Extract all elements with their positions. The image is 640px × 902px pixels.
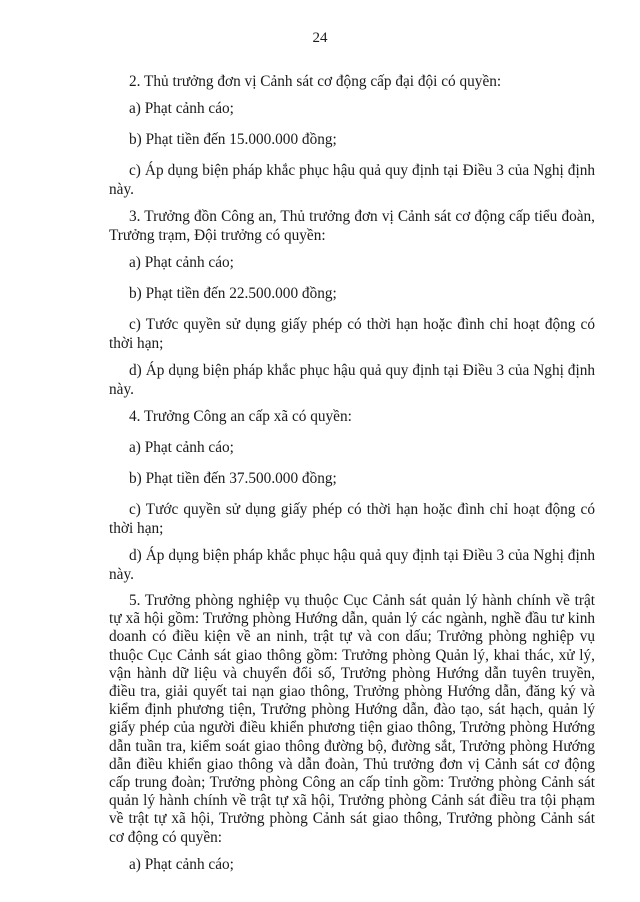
clause-4-item-a: a) Phạt cảnh cáo;: [129, 439, 234, 456]
clause-2-item-c: c) Áp dụng biện pháp khắc phục hậu quả quy định tại Điều 3 của Nghị định này.: [109, 162, 595, 198]
clause-3-heading: 3. Trưởng đồn Công an, Thủ trưởng đơn vị Cảnh sát cơ động cấp tiểu đoàn, Trưởng trạm, Đội trưởng có quyền:: [109, 208, 595, 244]
document-body: [109, 72, 595, 886]
clause-2-heading: 2. Thủ trưởng đơn vị Cảnh sát cơ động cấp đại đội có quyền:: [129, 73, 502, 90]
clause-3-item-c: c) Tước quyền sử dụng giấy phép có thời hạn hoặc đình chỉ hoạt động có thời hạn;: [109, 316, 595, 352]
page-number: 24: [312, 30, 328, 46]
clause-4-item-b: b) Phạt tiền đến 37.500.000 đồng;: [129, 470, 337, 487]
clause-3-item-a: a) Phạt cảnh cáo;: [129, 254, 234, 271]
clause-3-item-d: d) Áp dụng biện pháp khắc phục hậu quả quy định tại Điều 3 của Nghị định này.: [109, 362, 595, 398]
clause-4-item-c: c) Tước quyền sử dụng giấy phép có thời hạn hoặc đình chỉ hoạt động có thời hạn;: [109, 501, 595, 537]
clause-4-item-d: d) Áp dụng biện pháp khắc phục hậu quả quy định tại Điều 3 của Nghị định này.: [109, 547, 595, 583]
clause-5-heading: 5. Trưởng phòng nghiệp vụ thuộc Cục Cảnh sát quản lý hành chính về trật tự xã hội gồm: Trưởng phòng Hướng dẫn, quản lý các ngành, nghề đầu tư kinh doanh có điều kiện về an ninh, trật tự và con dấu; Trưởng phòng nghiệp vụ thuộc Cục Cảnh sát giao thông gồm: Trưởng phòng Quản lý, khai thác, xử lý, vận hành dữ liệu và chuyển đổi số, Trưởng phòng Hướng dẫn tuyên truyền, điều tra, giải quyết tai nạn giao thông, Trưởng phòng Hướng dẫn, đăng ký và kiểm định phương tiện, Trưởng phòng Hướng dẫn, đào tạo, sát hạch, quản lý giấy phép của người điều khiển phương tiện giao thông, Trưởng phòng Hướng dẫn tuần tra, kiểm soát giao thông đường bộ, đường sắt, Trưởng phòng Hướng dẫn điều khiển giao thông và dẫn đoàn, Thủ trưởng đơn vị Cảnh sát cơ động cấp trung đoàn; Trưởng phòng Công an cấp tỉnh gồm: Trưởng phòng Cảnh sát quản lý hành chính về trật tự xã hội, Trưởng phòng Cảnh sát điều tra tội phạm về trật tự xã hội, Trưởng phòng Cảnh sát giao thông, Trưởng phòng Cảnh sát cơ động có quyền:: [109, 592, 595, 846]
clause-2-item-b: b) Phạt tiền đến 15.000.000 đồng;: [129, 131, 337, 148]
clause-3-item-b: b) Phạt tiền đến 22.500.000 đồng;: [129, 285, 337, 302]
clause-4-heading: 4. Trưởng Công an cấp xã có quyền:: [129, 408, 352, 425]
clause-5-item-a: a) Phạt cảnh cáo;: [129, 855, 234, 873]
clause-2-item-a: a) Phạt cảnh cáo;: [129, 100, 234, 117]
